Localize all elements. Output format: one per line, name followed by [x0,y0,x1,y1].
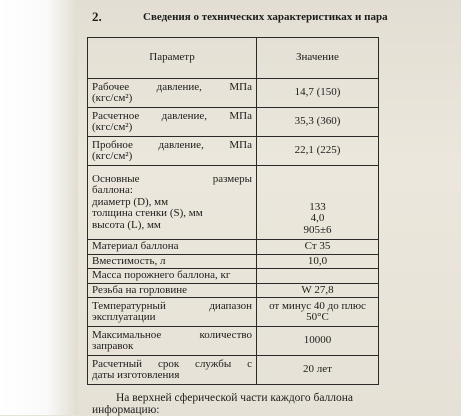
value-cell [257,327,379,356]
table-row [88,254,379,269]
param-cell [88,240,257,255]
param-line: заправок [92,340,134,352]
value-cell [257,283,379,298]
section-number: 2. [92,9,102,24]
param-line: (кгс/см²) [92,150,133,162]
param-line: эксплуатации [92,311,156,323]
param-line: высота (L), мм [92,218,161,231]
table-row [88,269,379,284]
value-cell [257,240,379,255]
param-line: Расчетное давление, МПа [92,109,252,122]
table-row [88,137,379,166]
value-cell [257,137,379,166]
table-row [88,166,379,240]
param-cell [88,356,257,385]
table-row [88,283,379,298]
value-line: Ст 35 [304,240,331,252]
param-cell [88,137,257,166]
param-cell [88,108,257,137]
value-line: 10,0 [307,254,328,267]
param-line: даты изготовления [92,369,180,381]
param-line: баллона: [92,184,133,197]
table-row [88,108,379,137]
param-line: диаметр (D), мм [92,195,169,208]
value-line: от минус 40 до плюс [269,299,366,312]
param-line: Основные размеры [92,172,252,185]
param-line: Вместимость, л [92,254,166,267]
value-line: 4,0 [310,212,325,224]
value-cell [257,108,379,137]
section-title: Сведения о технических характеристиках и пара [143,11,388,23]
value-cell [257,298,379,327]
value-line: 905±6 [303,223,332,236]
table-row [88,240,379,255]
value-line: 133 [309,200,326,213]
header-value: Значение [257,38,379,79]
param-line: Масса порожнего баллона, кг [92,269,231,281]
param-line: (кгс/см²) [92,92,133,104]
param-cell [88,283,257,298]
param-cell [88,269,257,284]
table-row [88,298,379,327]
value-cell [257,356,379,385]
param-line: Температурный диапазон [92,299,252,312]
value-line: 35,3 (360) [294,115,341,128]
page-margin-shadow [0,0,78,415]
value-cell [257,79,379,108]
value-cell [257,269,379,284]
table-row [88,356,379,385]
param-line: Максимальное количество [92,328,252,341]
param-line: Пробное давление, МПа [92,138,252,151]
value-line: 14,7 (150) [294,86,341,99]
value-line: 22,1 (225) [294,144,341,157]
table-row [88,79,379,108]
param-line: Расчетный срок службы с [92,357,252,370]
value-cell [257,254,379,269]
value-line: 10000 [303,334,332,347]
value-line: 20 лет [303,363,332,376]
param-line: Резьба на горловине [92,283,188,296]
param-line: Рабочее давление, МПа [92,80,252,93]
table-row [88,327,379,356]
header-param: Параметр [88,38,257,79]
footer-text-line-2: информацию: [92,404,160,416]
value-cell [257,166,379,240]
param-cell [88,166,257,240]
param-line: толщина стенки (S), мм [92,207,203,220]
param-cell [88,298,257,327]
param-cell [88,254,257,269]
param-cell [88,79,257,108]
param-line: Материал баллона [92,240,179,252]
param-line: (кгс/см²) [92,121,133,133]
value-line: 50°С [306,311,329,323]
param-cell [88,327,257,356]
value-line: W 27,8 [301,283,334,296]
table-header-row [88,38,379,79]
footer-text-line-1: На верхней сферической части каждого баллона [116,392,354,404]
specifications-table [87,37,379,385]
